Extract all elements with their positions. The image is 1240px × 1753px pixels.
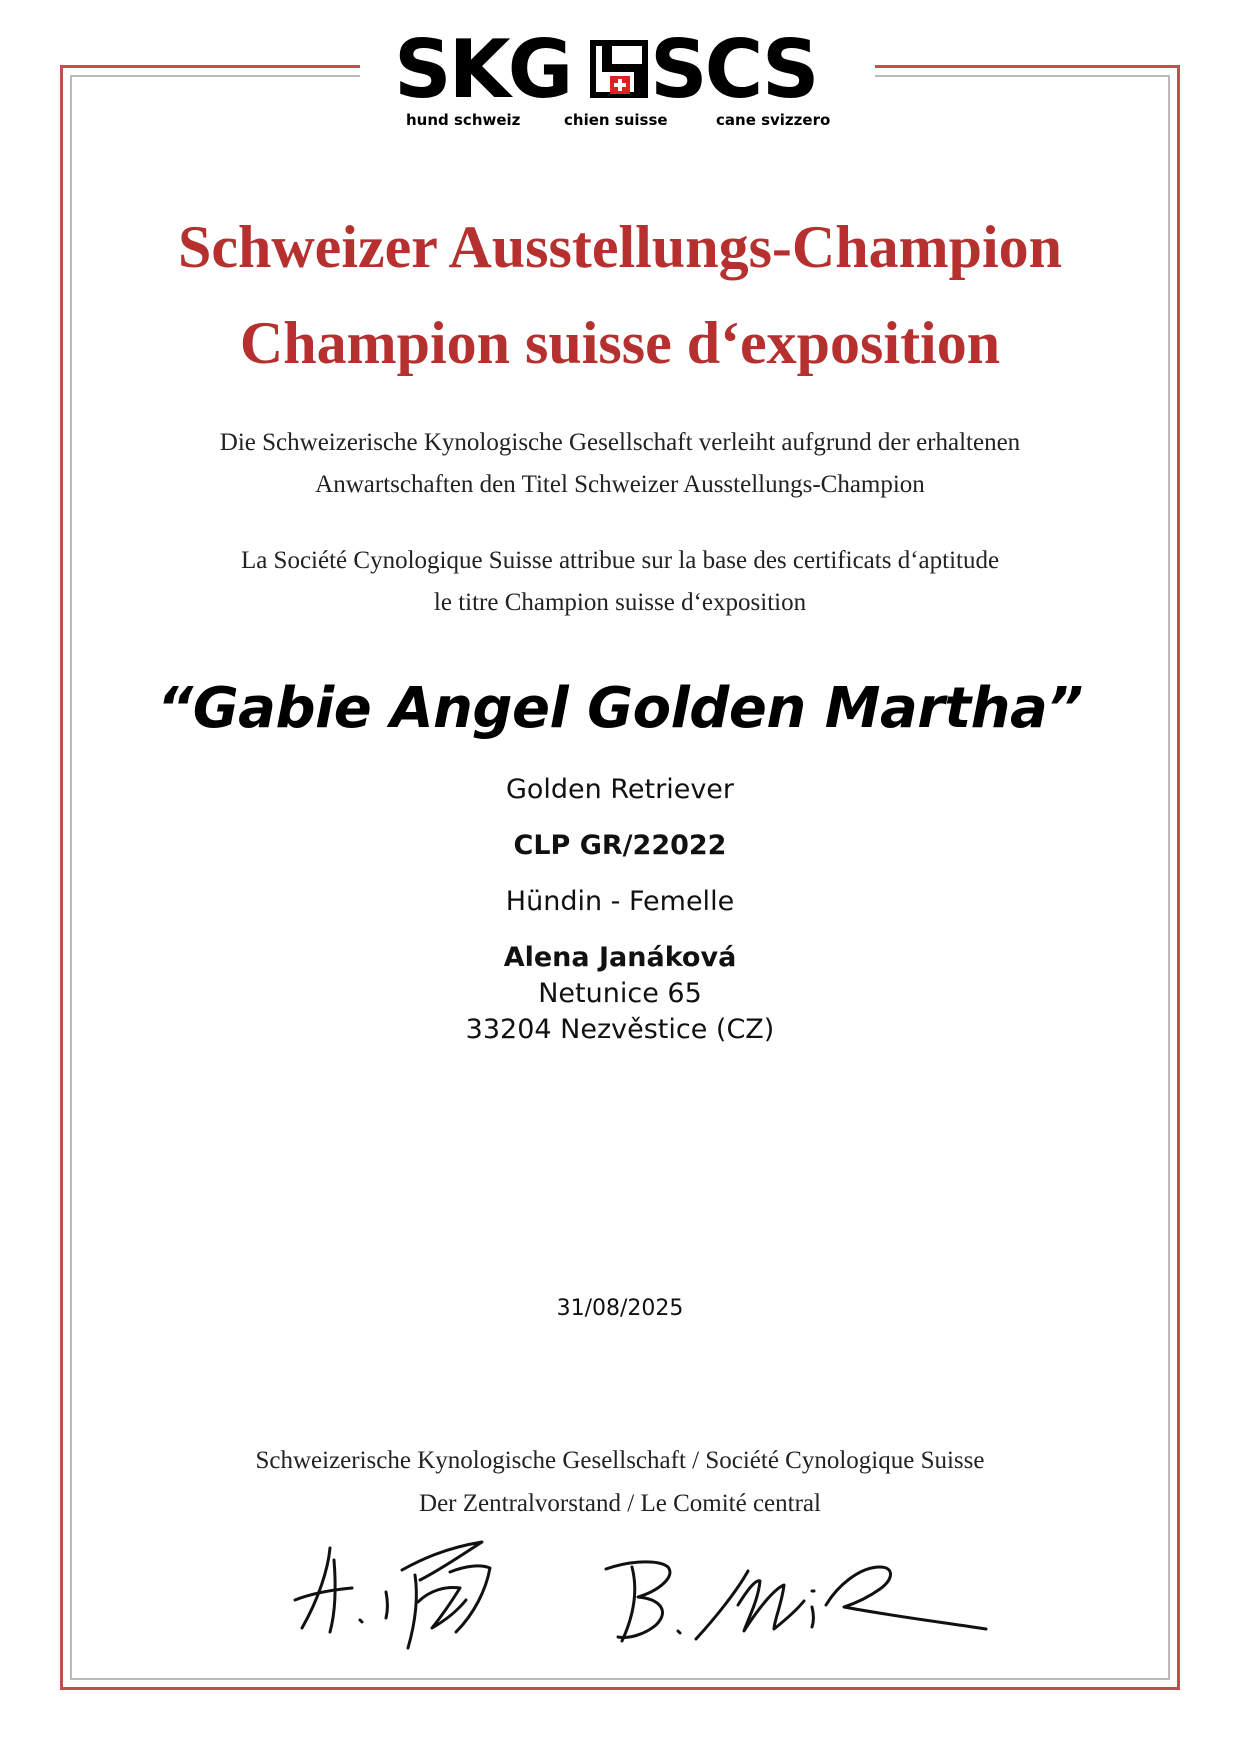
owner-name: Alena Janáková [503, 942, 737, 973]
signature-left [290, 1530, 520, 1660]
logo-sub-german: hund schweiz [406, 111, 521, 129]
logo-scs-text: SCS [650, 23, 817, 116]
dog-sex: Hündin - Femelle [505, 886, 735, 917]
intro-german-line2: Anwartschaften den Titel Schweizer Ausstellungs-Champion [315, 471, 925, 498]
owner-city: 33204 Nezvěstice (CZ) [465, 1014, 775, 1045]
dog-breed: Golden Retriever [505, 774, 735, 805]
footer-committee: Der Zentralvorstand / Le Comité central [419, 1490, 821, 1517]
signature-right [598, 1545, 988, 1655]
title-german: Schweizer Ausstellungs-Champion [177, 214, 1062, 280]
swiss-cross-dog-emblem-icon [588, 36, 650, 102]
logo-sub-italian: cane svizzero [716, 111, 831, 129]
intro-german-line1: Die Schweizerische Kynologische Gesellschaft verleiht aufgrund der erhaltenen [219, 429, 1021, 456]
intro-french-line1: La Société Cynologique Suisse attribue sur la base des certificats d‘aptitude [240, 547, 1000, 574]
award-date: 31/08/2025 [556, 1296, 684, 1321]
logo-sub-french: chien suisse [564, 111, 668, 129]
title-french: Champion suisse d‘exposition [239, 310, 1001, 376]
owner-street: Netunice 65 [538, 978, 702, 1009]
logo-skg-text: SKG [394, 23, 571, 116]
footer-organization: Schweizerische Kynologische Gesellschaft / Société Cynologique Suisse [255, 1447, 985, 1474]
dog-name: “Gabie Angel Golden Martha” [157, 676, 1083, 741]
logo-subtitle [406, 111, 846, 135]
skg-scs-logo [392, 23, 852, 138]
intro-french-line2: le titre Champion suisse d‘exposition [433, 589, 807, 616]
dog-registration: CLP GR/22022 [513, 830, 727, 861]
